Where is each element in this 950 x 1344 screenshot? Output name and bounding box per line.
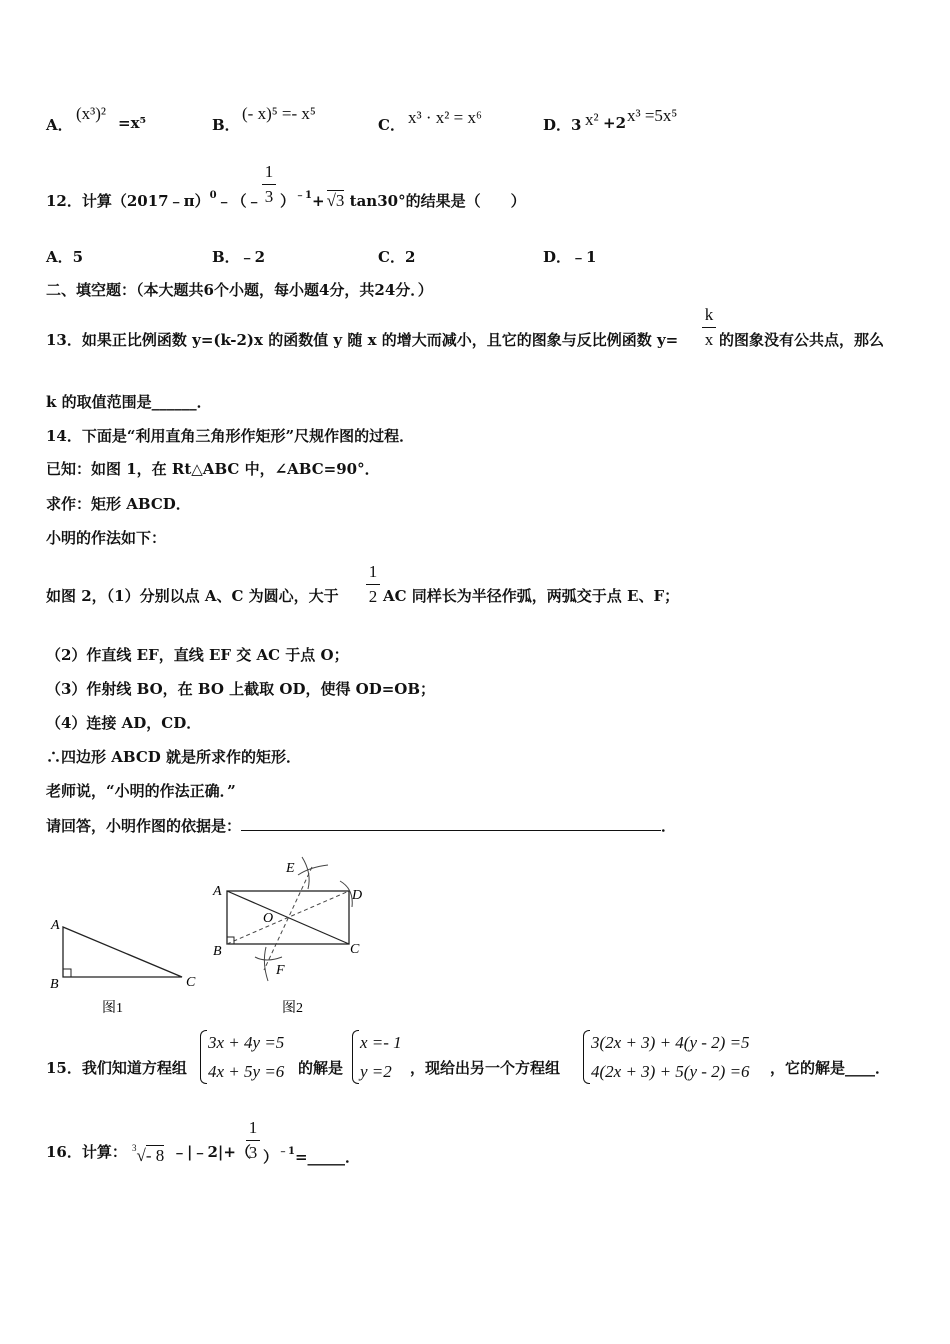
q15-system-1: 3x + 4y =5 4x + 5y =6 [200,1028,284,1086]
q16-prefix: 16．计算： [46,1143,127,1161]
brace [200,1030,207,1084]
q12-option-d: D．﹣1 [543,248,597,266]
fig2-caption: 图2 [282,1001,303,1016]
q14-line1: 14．下面是“利用直角三角形作矩形”尺规作图的过程． [46,427,415,445]
q11-option-a-rhs: =x⁵ [118,114,147,132]
q14-fraction: 1 2 [366,562,380,607]
q11-option-c-expr: x³ · x² = x⁶ [408,108,482,127]
fig2-label-e: E [286,861,295,876]
q11-option-c: C． [378,116,405,134]
section-heading: 二、填空题：（本大题共6个小题，每小题4分，共24分．） [46,281,433,299]
q12-option-a: A．5 [46,248,84,266]
figures [40,845,380,1020]
q15-system-2: x =- 1 y =2 [352,1028,402,1086]
q16-mid: ﹣|﹣2|+（ [172,1143,251,1161]
q16-cube-root: $^3$√- 8 [132,1143,165,1165]
q14-line3: 求作：矩形 ABCD． [46,495,191,513]
fig1-label-b: B [50,977,59,992]
sqrt-radical: √3 [326,191,345,210]
q14-line2: 已知：如图 1，在 Rt△ABC 中，∠ABC=90°． [46,460,380,478]
q14-line7: （3）作射线 BO，在 BO 上截取 OD，使得 OD=OB； [46,680,436,698]
brace [352,1030,359,1084]
q13-line1: 13．如果正比例函数 y=(k-2)x 的函数值 y 随 x 的增大而减小，且它的图象与反比例函数 y= [46,331,679,349]
radical-sign: √ [136,1146,146,1165]
figure-2 [212,857,362,1016]
q14-line6: （2）作直线 EF，直线 EF 交 AC 于点 O； [46,646,349,664]
q12-stem-end: ）$^{﹣1}$+ √3 tan30°的结果是（ ） [280,190,526,210]
fig2-label-d: D [352,888,363,903]
arc-e2 [298,865,328,875]
q11-option-b: B． [212,116,240,134]
q16-suffix: ）$^{﹣1}$=_____． [263,1146,361,1166]
q14-line9: ∴四边形 ABCD 就是所求作的矩形． [46,748,301,766]
fig1-label-c: C [186,975,196,990]
figure-1 [50,918,196,1016]
q11-option-d-expr2: x³ =5x⁵ [627,106,678,125]
fig1-label-a: A [51,918,60,933]
q14-line10: 老师说，“小明的作法正确．” [46,782,236,800]
fig2-label-a: A [213,884,222,899]
fig2-label-b: B [213,944,222,959]
arc-f2 [264,947,268,981]
q11-option-d-plus: +2 [603,114,627,132]
q15-prefix: 15．我们知道方程组 [46,1059,187,1077]
q14-line5: 如图 2，（1）分别以点 A、C 为圆心，大于 [46,587,339,605]
answer-blank [241,816,661,831]
q12-stem: 12．计算（2017﹣π）$^0$﹣（﹣ [46,190,262,210]
q11-option-d: D．3 [543,116,582,134]
q12-option-c: C．2 [378,248,416,266]
q14-line8: （4）连接 AD，CD． [46,714,202,732]
q13-fraction: k x [702,305,716,350]
q11-option-b-expr: (- x)⁵ =- x⁵ [242,104,316,123]
q11-option-a: A． [46,116,73,134]
q11-option-d-expr1: x² [585,110,599,129]
q12-fraction: 1 3 [262,162,276,207]
triangle-abc [63,927,182,977]
fig2-label-f: F [276,963,285,978]
q13-line2: k 的取值范围是______． [46,393,212,411]
q13-line1-end: 的图象没有公共点，那么 [719,331,885,349]
q14-line11: 请回答，小明作图的依据是： ． [46,817,677,835]
q15-mid1: 的解是 [298,1059,344,1077]
fig1-caption: 图1 [102,1001,123,1016]
q11-option-a-expr: (x³)² [76,104,107,123]
arc-e1 [302,857,309,889]
q15-system-3: 3(2x + 3) + 4(y - 2) =5 4(2x + 3) + 5(y - 2) =6 [583,1028,750,1086]
q14-line4: 小明的作法如下： [46,529,167,547]
q14-line5-end: AC 同样长为半径作弧，两弧交于点 E、F； [383,587,680,605]
arc-f1 [255,957,282,960]
brace [583,1030,590,1084]
right-angle-mark [63,969,71,977]
arc-d [340,881,352,907]
fig2-label-o: O [263,911,274,926]
q16-fraction: 1 3 [246,1118,260,1163]
q15-suffix: ，它的解是____． [770,1059,891,1077]
q15-mid2: ，现给出另一个方程组 [410,1059,561,1077]
q12-option-b: B．﹣2 [212,248,266,266]
fig2-label-c: C [350,942,360,957]
